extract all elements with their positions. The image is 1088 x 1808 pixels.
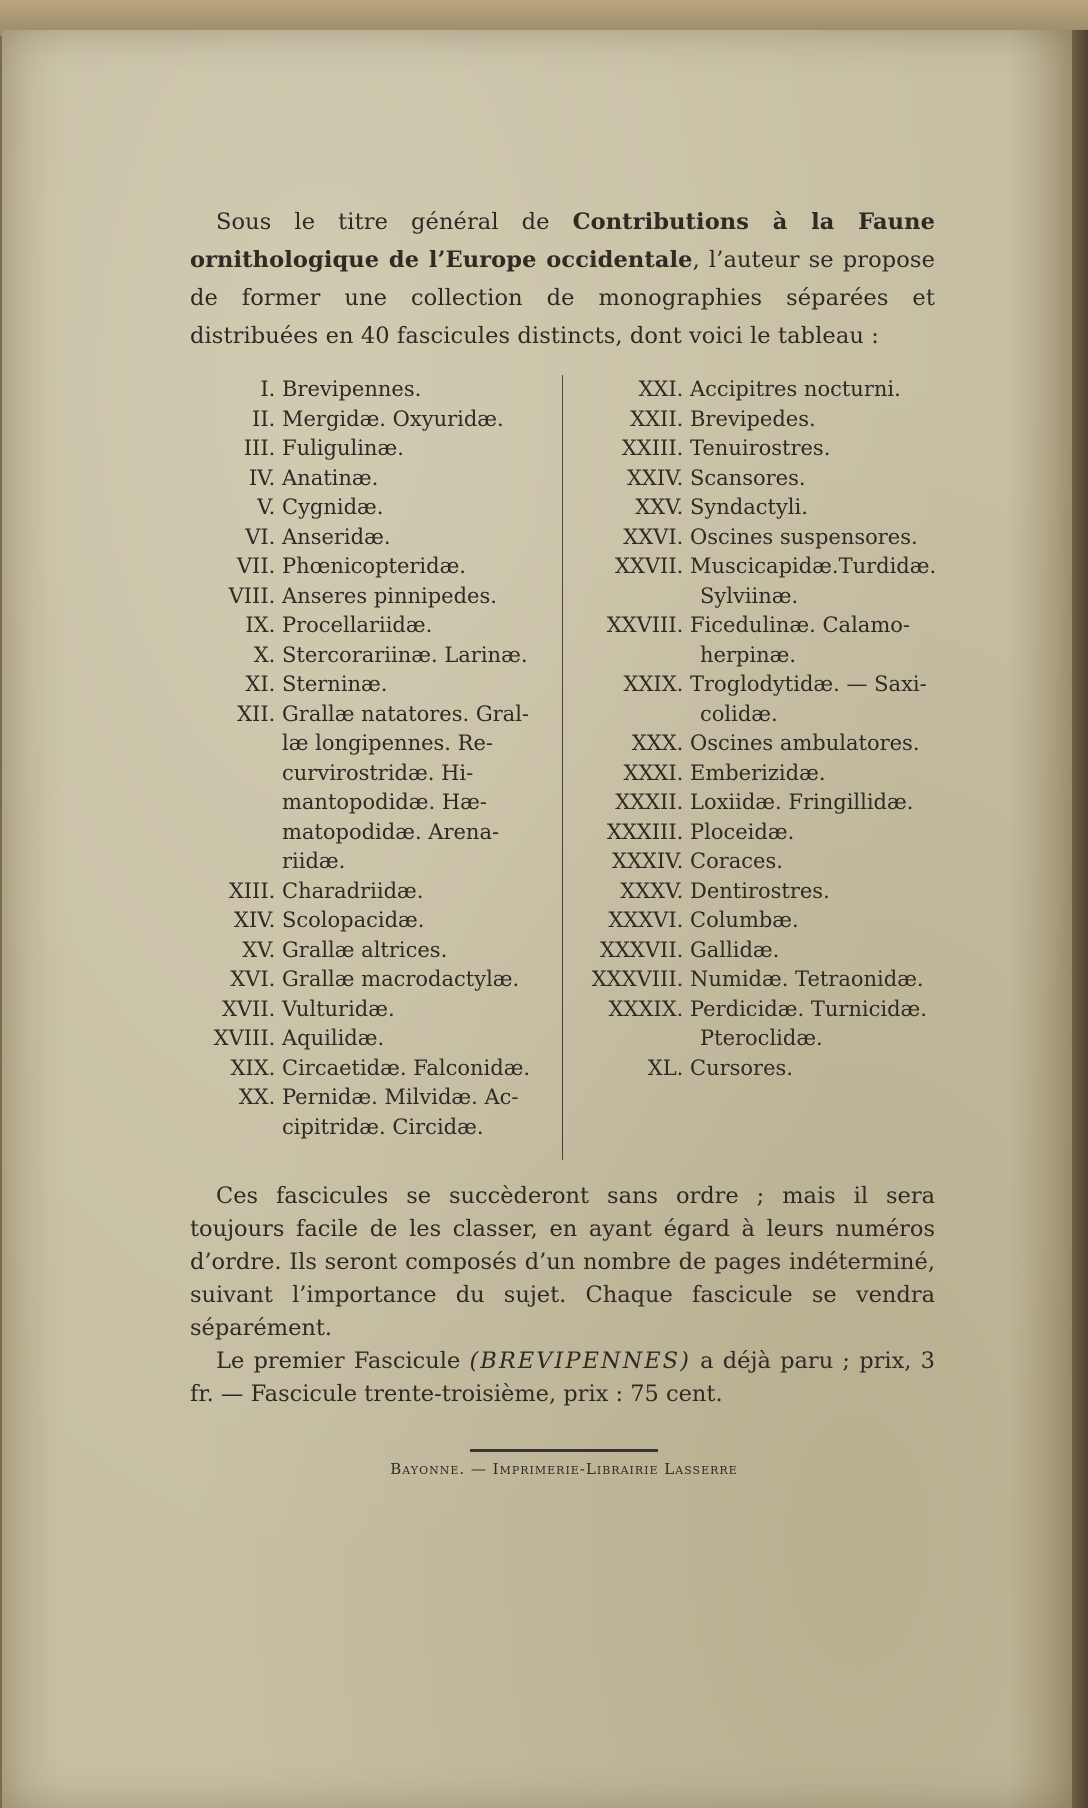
entry-first-line [198, 523, 543, 553]
fascicle-entry [198, 1054, 543, 1084]
fascicle-number: XXXI. [623, 760, 690, 785]
entry-first-line [198, 464, 543, 494]
entry-first-line [198, 906, 543, 936]
fascicle-number: I. [260, 377, 282, 401]
fascicle-name: Vulturidæ. [282, 996, 395, 1021]
intro-text-before: Sous le titre général de [216, 209, 573, 235]
fascicle-number: XXXVIII. [591, 967, 690, 991]
fascicle-entry [198, 936, 543, 966]
fascicle-number: XXI. [638, 377, 690, 401]
fascicle-number: XIII. [228, 878, 282, 903]
fascicle-name: Brevipedes. [690, 406, 816, 431]
price-note-before: Le premier Fascicule [216, 1348, 470, 1374]
entry-first-line [198, 552, 543, 582]
fascicle-name-continuation: matopodidæ. Arena- [282, 819, 500, 844]
fascicle-number: XVI. [230, 967, 282, 991]
fascicle-entry [198, 906, 543, 936]
fascicle-number: XXXV. [620, 878, 690, 903]
fascicle-number: XVIII. [213, 1026, 282, 1050]
fascicle-number: XXXII. [615, 790, 690, 814]
entry-first-line [198, 582, 543, 612]
fascicle-entry [578, 788, 950, 818]
first-fascicle-title: (BREVIPENNES) [469, 1348, 691, 1374]
fascicle-name: Emberizidæ. [690, 760, 826, 785]
fascicle-number: XXVII. [614, 554, 690, 578]
fascicle-name: Procellariidæ. [282, 613, 433, 637]
fascicle-number: XX. [238, 1085, 282, 1109]
fascicle-name: Oscines ambulatores. [690, 731, 920, 755]
entry-first-line [578, 405, 950, 435]
fascicle-name: Ploceidæ. [690, 819, 795, 844]
fascicle-entry [198, 1083, 543, 1142]
fascicle-entry [578, 995, 950, 1054]
fascicle-name: Dentirostres. [690, 878, 830, 903]
fascicle-name-continuation: curvirostridæ. Hi- [282, 760, 474, 785]
entry-first-line [198, 995, 543, 1025]
fascicle-entry [578, 906, 950, 936]
fascicle-name: Columbæ. [690, 908, 799, 932]
fascicle-name-continuation: Sylviinæ. [700, 583, 799, 608]
fascicle-entry [578, 611, 950, 670]
fascicle-entry [198, 375, 543, 405]
fascicle-entry [198, 641, 543, 671]
entry-first-line [578, 464, 950, 494]
fascicle-entry [198, 464, 543, 494]
fascicle-name: Coraces. [690, 849, 783, 873]
price-note [190, 1345, 935, 1411]
fascicle-name-continuation: riidæ. [282, 849, 346, 873]
entry-first-line [198, 670, 543, 700]
toc-left-column [198, 375, 543, 1142]
fascicle-entry [578, 818, 950, 848]
ordering-note: Ces fascicules se succèderont sans ordre ; mais il sera toujours facile de les classer, en ayant égard à leurs numéros d’ordre. Ils seront composés d’un nombre de pages indéterminé, suivant l’importance du sujet. Chaque fascicule se vendra séparément. [190, 1183, 935, 1341]
fascicle-name: Tenuirostres. [690, 436, 831, 460]
fascicle-number: IX. [245, 613, 282, 637]
entry-first-line [578, 434, 950, 464]
fascicle-number: XXIV. [626, 465, 690, 490]
entry-first-line [578, 611, 950, 641]
fascicle-name: Charadriidæ. [282, 878, 424, 903]
fascicle-entry [198, 582, 543, 612]
fascicle-name-continuation: cipitridæ. Circidæ. [282, 1114, 484, 1139]
fascicle-entry [578, 375, 950, 405]
entry-first-line [198, 936, 543, 966]
fascicle-entry [578, 729, 950, 759]
fascicle-entry [198, 670, 543, 700]
fascicle-entry [198, 434, 543, 464]
fascicle-name-continuation: herpinæ. [700, 642, 797, 667]
fascicle-name: Mergidæ. Oxyuridæ. [282, 406, 504, 431]
printer-imprint: Bayonne. — Imprimerie-Librairie Lasserre [390, 1460, 738, 1478]
entry-first-line [578, 936, 950, 966]
fascicle-name: Sterninæ. [282, 672, 388, 696]
fascicle-entry [578, 936, 950, 966]
fascicle-name: Anseridæ. [282, 524, 391, 549]
fascicle-name: Oscines suspensores. [690, 524, 918, 549]
entry-first-line [198, 375, 543, 405]
fascicle-number: VII. [236, 554, 282, 578]
entry-first-line [578, 1054, 950, 1084]
fascicle-number: XI. [245, 672, 282, 696]
fascicle-entry [578, 847, 950, 877]
price-note-after: a déjà paru ; prix, 3 fr. — Fascicule trente-troisième, prix : 75 cent. [190, 1348, 935, 1407]
fascicle-number: II. [252, 406, 282, 431]
fascicle-entry [198, 611, 543, 641]
fascicle-entry [198, 877, 543, 907]
fascicle-number: XXV. [635, 495, 690, 519]
fascicle-number: VI. [245, 524, 282, 549]
toc-right-column [578, 375, 950, 1083]
fascicle-name: Grallæ macrodactylæ. [282, 967, 520, 991]
fascicle-name: Fuligulinæ. [282, 436, 404, 460]
fascicle-name: Ficedulinæ. Calamo- [690, 613, 910, 637]
entry-first-line [578, 523, 950, 553]
entry-first-line [578, 552, 950, 582]
fascicle-number: XIV. [233, 908, 282, 932]
fascicle-name: Grallæ altrices. [282, 937, 448, 962]
fascicle-name: Perdicidæ. Turnicidæ. [690, 996, 927, 1021]
fascicle-entry [578, 493, 950, 523]
fascicle-name: Cursores. [690, 1055, 793, 1080]
entry-first-line [578, 995, 950, 1025]
entry-first-line [578, 788, 950, 818]
entry-first-line [578, 493, 950, 523]
fascicle-name: Pernidæ. Milvidæ. Ac- [282, 1085, 519, 1109]
fascicle-number: XV. [242, 937, 282, 962]
entry-first-line [578, 729, 950, 759]
fascicle-entry [578, 523, 950, 553]
fascicle-entry [578, 464, 950, 494]
fascicle-number: XXXIII. [606, 819, 690, 844]
fascicle-entry [578, 552, 950, 611]
fascicle-name: Numidæ. Tetraonidæ. [690, 967, 924, 991]
fascicle-entry [198, 965, 543, 995]
fascicle-number: V. [257, 495, 282, 519]
fascicle-name: Brevipennes. [282, 377, 422, 401]
entry-first-line [198, 1024, 543, 1054]
intro-paragraph [190, 203, 935, 355]
fascicle-number: XXXVII. [600, 937, 690, 962]
fascicle-name: Troglodytidæ. — Saxi- [690, 672, 927, 696]
fascicle-name-continuation: mantopodidæ. Hæ- [282, 790, 487, 814]
fascicle-entry [198, 523, 543, 553]
fascicle-entry [578, 1054, 950, 1084]
fascicle-name-continuation: læ longipennes. Re- [282, 731, 493, 755]
fascicles-table [0, 375, 1088, 1165]
entry-first-line [198, 1054, 543, 1084]
entry-first-line [198, 965, 543, 995]
fascicle-entry [578, 434, 950, 464]
fascicle-number: VIII. [228, 583, 282, 608]
fascicle-number: XII. [237, 701, 282, 726]
fascicle-name: Scolopacidæ. [282, 908, 425, 932]
fascicle-number: XXVI. [623, 524, 690, 549]
fascicle-name: Anseres pinnipedes. [282, 583, 497, 608]
entry-first-line [578, 877, 950, 907]
fascicle-entry [578, 670, 950, 729]
fascicle-name: Phœnicopteridæ. [282, 554, 466, 578]
fascicle-number: XVII. [221, 996, 282, 1021]
fascicle-entry [578, 405, 950, 435]
fascicle-number: XXVIII. [606, 613, 690, 637]
fascicle-number: III. [243, 436, 282, 460]
fascicle-name: Circaetidæ. Falconidæ. [282, 1055, 531, 1080]
entry-first-line [198, 641, 543, 671]
fascicle-number: XXIII. [621, 436, 690, 460]
entry-first-line [198, 700, 543, 730]
entry-first-line [578, 965, 950, 995]
fascicle-number: XXXIV. [612, 849, 690, 873]
fascicle-entry [578, 877, 950, 907]
fascicle-name: Gallidæ. [690, 937, 780, 962]
fascicle-name-continuation: Pteroclidæ. [700, 1026, 823, 1050]
intro-title-bold: Contributions à la Faune ornithologique de l’Europe occidentale [190, 209, 936, 273]
fascicle-name: Cygnidæ. [282, 495, 384, 519]
closing-paragraphs [190, 1180, 935, 1411]
fascicle-name: Aquilidæ. [282, 1026, 385, 1050]
fascicle-number: XL. [647, 1055, 690, 1080]
entry-first-line [198, 877, 543, 907]
entry-first-line [198, 434, 543, 464]
fascicle-name: Accipitres nocturni. [690, 377, 901, 401]
fascicle-entry [578, 965, 950, 995]
entry-first-line [578, 670, 950, 700]
entry-first-line [578, 375, 950, 405]
column-divider [562, 375, 563, 1160]
fascicle-name: Syndactyli. [690, 495, 808, 519]
fascicle-name: Stercorariinæ. Larinæ. [282, 642, 528, 667]
entry-first-line [198, 1083, 543, 1113]
entry-first-line [578, 759, 950, 789]
entry-first-line [578, 847, 950, 877]
fascicle-name: Grallæ natatores. Gral- [282, 701, 530, 726]
fascicle-name: Anatinæ. [282, 465, 379, 490]
entry-first-line [198, 493, 543, 523]
fascicle-number: XXXIX. [608, 996, 690, 1021]
fascicle-number: XXII. [630, 406, 690, 431]
fascicle-name: Scansores. [690, 465, 806, 490]
fascicle-entry [198, 405, 543, 435]
fascicle-name: Muscicapidæ.Turdidæ. [690, 554, 937, 578]
fascicle-name: Loxiidæ. Fringillidæ. [690, 790, 914, 814]
fascicle-number: IV. [248, 465, 282, 490]
entry-first-line [198, 611, 543, 641]
fascicle-entry [198, 700, 543, 877]
entry-first-line [578, 818, 950, 848]
fascicle-number: X. [253, 642, 282, 667]
fascicle-entry [578, 759, 950, 789]
fascicle-entry [198, 493, 543, 523]
fascicle-name-continuation: colidæ. [700, 701, 778, 726]
entry-first-line [198, 405, 543, 435]
fascicle-entry [198, 995, 543, 1025]
fascicle-number: XXIX. [623, 672, 690, 696]
fascicle-number: XXXVI. [608, 908, 690, 932]
fascicle-number: XIX. [230, 1055, 282, 1080]
entry-first-line [578, 906, 950, 936]
separator-rule [470, 1449, 658, 1452]
fascicle-entry [198, 552, 543, 582]
fascicle-entry [198, 1024, 543, 1054]
fascicle-number: XXX. [631, 731, 690, 755]
intro-text-after: , l’auteur se propose de former une collection de monographies séparées et distribuées en 40 fascicules distincts, dont voici le tableau : [190, 247, 935, 349]
